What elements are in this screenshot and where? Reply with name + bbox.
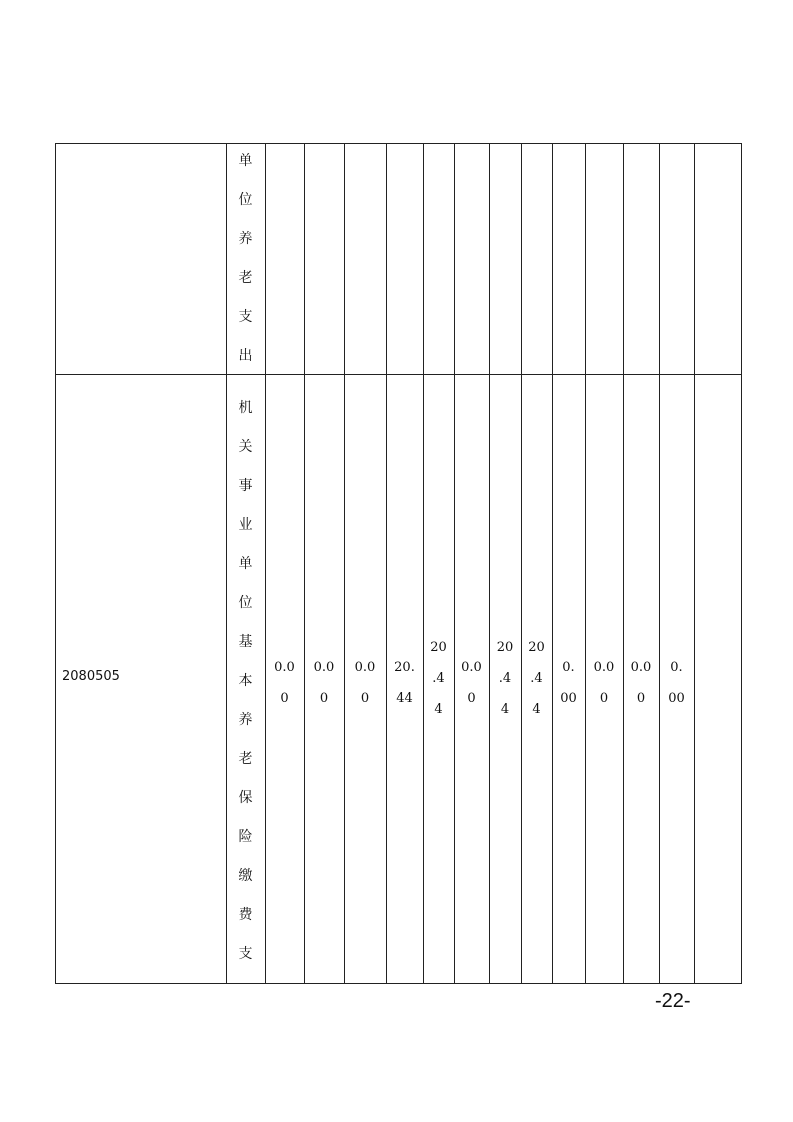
value-line: 4: [434, 702, 443, 717]
value-cell: [521, 374, 552, 983]
label-char: 单: [238, 556, 253, 572]
value-cell: [694, 374, 741, 983]
label-char: 支: [238, 946, 253, 962]
value-line: 44: [396, 690, 413, 706]
value-cell: [304, 374, 344, 983]
value-line: 20.: [394, 659, 415, 675]
value-text: [314, 652, 335, 714]
value-text: [274, 652, 295, 714]
value-line: 0.0: [630, 659, 652, 675]
value-line: 0.: [562, 659, 575, 675]
value-line: 20: [496, 640, 514, 655]
value-line: .4: [432, 671, 445, 686]
value-line: .4: [530, 671, 543, 686]
label-char: 费: [238, 907, 253, 923]
value-line: 0.0: [313, 659, 335, 675]
value-line: 0: [636, 690, 646, 706]
value-text: [631, 652, 652, 714]
row1-label-cell: [226, 143, 265, 374]
value-text: [461, 652, 482, 714]
value-cell: [265, 374, 304, 983]
table-top-border: [55, 143, 742, 144]
value-line: 0: [280, 690, 289, 706]
row2-label-cell: [226, 374, 265, 983]
value-line: 00: [560, 690, 577, 706]
label-char: 单: [238, 152, 253, 169]
label-char: 缴: [238, 868, 253, 884]
value-text: [430, 632, 447, 725]
row1-label: [239, 142, 253, 376]
value-line: 0.0: [593, 659, 615, 675]
value-line: 0.0: [354, 659, 376, 675]
value-cell: [423, 374, 454, 983]
value-cell: [659, 374, 694, 983]
value-line: .4: [498, 671, 512, 686]
label-char: 保: [238, 790, 253, 806]
row2-label: [239, 389, 253, 974]
label-char: 事: [238, 478, 253, 494]
label-char: 老: [238, 751, 253, 767]
value-line: 0.0: [461, 659, 482, 675]
value-line: 0.: [670, 659, 683, 675]
value-cell: [454, 374, 489, 983]
value-cell: [344, 374, 386, 983]
value-line: 20: [528, 640, 545, 655]
value-text: [528, 632, 545, 725]
table-bottom-border: [55, 983, 742, 984]
data-table: [55, 143, 742, 984]
label-char: 支: [238, 308, 253, 325]
value-text: [668, 652, 685, 714]
value-text: [497, 632, 514, 725]
value-line: 4: [532, 702, 541, 717]
value-line: 0: [360, 690, 370, 706]
label-char: 位: [238, 595, 253, 611]
value-line: 20: [430, 640, 447, 655]
value-line: 00: [668, 690, 685, 706]
value-line: 0: [599, 690, 609, 706]
value-text: [594, 652, 615, 714]
label-char: 本: [238, 673, 253, 689]
value-cell: [552, 374, 585, 983]
value-cell: [386, 374, 423, 983]
value-text: [560, 652, 577, 714]
value-line: 0: [319, 690, 329, 706]
value-text: [355, 652, 376, 714]
label-char: 老: [238, 269, 253, 286]
label-char: 养: [238, 712, 253, 728]
label-char: 位: [238, 191, 253, 208]
value-cell: [623, 374, 659, 983]
value-cell: [585, 374, 623, 983]
value-text: [394, 652, 415, 714]
col-border: [741, 143, 742, 984]
value-cell: [489, 374, 521, 983]
label-char: 机: [238, 400, 253, 416]
label-char: 业: [238, 517, 253, 533]
page-number: -22-: [655, 990, 691, 1012]
value-line: 0.0: [274, 659, 295, 675]
col-border: [55, 143, 56, 984]
row2-code: 2080505: [62, 669, 120, 684]
label-char: 养: [238, 230, 253, 247]
value-line: 4: [500, 702, 510, 717]
value-line: 0: [467, 690, 476, 706]
label-char: 险: [238, 829, 253, 845]
label-char: 出: [238, 347, 253, 364]
label-char: 关: [238, 439, 253, 455]
label-char: 基: [238, 634, 253, 650]
